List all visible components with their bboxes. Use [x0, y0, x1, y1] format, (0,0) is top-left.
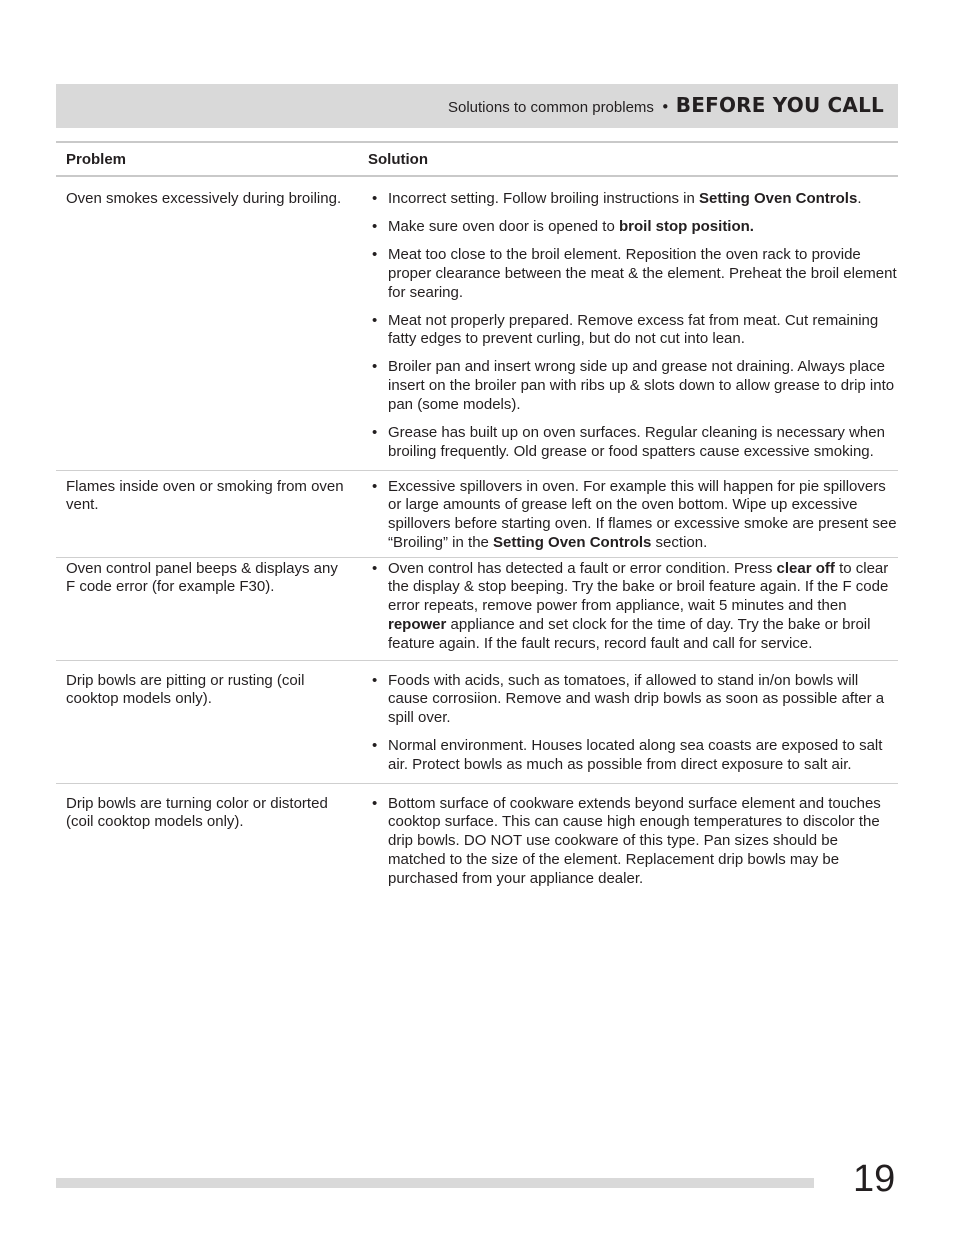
table-row [56, 558, 898, 661]
solution-text: section. [651, 533, 708, 551]
solution-text: Bottom surface of cookware extends beyond surface element and touches cooktop surface. This can cause high enough temperatures to discolor the drip bowls. DO NOT use cookware of this type. Pan sizes should be matched to the size of the element. Replacement drip bowls may be purchased from your appliance dealer. [388, 794, 881, 887]
solution-text: Broiler pan and insert wrong side up and grease not draining. Always place insert on the broiler pan with ribs up & slots down to allow grease to drip into pan (some models). [388, 358, 895, 413]
table-row [56, 661, 898, 784]
problem-cell: Drip bowls are pitting or rusting (coil cooktop models only). [66, 671, 305, 708]
solution-text: Make sure oven door is opened to [388, 217, 619, 235]
solution-item [370, 737, 898, 775]
column-header-problem: Problem [66, 150, 127, 168]
table-row [56, 784, 898, 889]
solution-item [370, 795, 898, 889]
solution-text: Grease has built up on oven surfaces. Regular cleaning is necessary when broiling frequently. Old grease or food spatters cause excessive smoking. [388, 423, 885, 460]
problem-cell: Oven control panel beeps & displays any F code error (for example F30). [66, 559, 338, 596]
solution-list [370, 795, 898, 889]
solution-item [370, 312, 898, 350]
solution-text: Oven control has detected a fault or error condition. Press [388, 559, 777, 577]
solution-text: Meat not properly prepared. Remove excess fat from meat. Cut remaining fatty edges to prevent curling, but do not cut into lean. [388, 311, 879, 348]
solution-list [370, 560, 898, 654]
column-header-solution: Solution [368, 150, 428, 168]
header-subtitle: Solutions to common problems [447, 99, 654, 116]
solution-item [370, 190, 898, 209]
emphasized-text: Setting Oven Controls [493, 533, 652, 551]
emphasized-text: broil stop position. [618, 217, 754, 235]
problem-cell: Oven smokes excessively during broiling. [66, 190, 342, 207]
solution-list [370, 478, 898, 553]
solution-text: Foods with acids, such as tomatoes, if allowed to stand in/on bowls will cause corrosiion. Remove and wash drip bowls as soon as possible after a spill over. [388, 671, 885, 727]
solution-text: Excessive spillovers in oven. For example this will happen for pie spillovers or large amounts of grease left on the oven bottom. Wipe up excessive spillovers before starting oven. If flames or excessive smoke are present see “Broiling” in the [388, 477, 897, 551]
header-text [448, 93, 884, 117]
page-number: 19 [853, 1158, 896, 1200]
problem-cell: Drip bowls are turning color or distorted (coil cooktop models only). [66, 794, 328, 831]
solution-list [370, 190, 898, 462]
solution-text: appliance and set clock for the time of day. Try the bake or broil feature again. If the fault recurs, record fault and call for service. [388, 616, 871, 652]
solution-text: Incorrect setting. Follow broiling instructions in [388, 190, 699, 207]
solution-item [370, 218, 898, 237]
problem-cell: Flames inside oven or smoking from oven vent. [66, 477, 344, 514]
table-row [56, 177, 898, 471]
solution-list [370, 672, 898, 775]
solution-text: Meat too close to the broil element. Reposition the oven rack to provide proper clearance between the meat & the element. Preheat the broil element for searing. [388, 245, 897, 301]
troubleshooting-table [56, 141, 898, 889]
solution-cell [358, 672, 898, 775]
solution-item [370, 424, 898, 462]
table-row [56, 471, 898, 558]
header-separator: • [660, 98, 670, 116]
solution-text: . [857, 190, 862, 207]
footer-bar [56, 1178, 814, 1188]
solution-cell [358, 478, 898, 553]
page-title: BEFORE YOU CALL [675, 93, 884, 117]
solution-text: to clear the display & stop beeping. Try the bake or broil feature again. If the F code error repeats, remove power from appliance, wait 5 minutes and then [388, 559, 889, 615]
solution-item [370, 560, 898, 654]
header-bar [56, 84, 898, 128]
solution-item [370, 246, 898, 302]
solution-item [370, 478, 898, 553]
emphasized-text: repower [388, 616, 447, 634]
solution-cell [358, 190, 898, 462]
emphasized-text: Setting Oven Controls [698, 190, 858, 207]
solution-item [370, 358, 898, 414]
table-header [56, 143, 898, 177]
solution-item [370, 672, 898, 728]
solution-cell [358, 795, 898, 889]
solution-cell [358, 560, 898, 654]
solution-text: Normal environment. Houses located along sea coasts are exposed to salt air. Protect bowls as much as possible from direct exposure to salt air. [388, 737, 883, 773]
emphasized-text: clear off [776, 559, 835, 577]
